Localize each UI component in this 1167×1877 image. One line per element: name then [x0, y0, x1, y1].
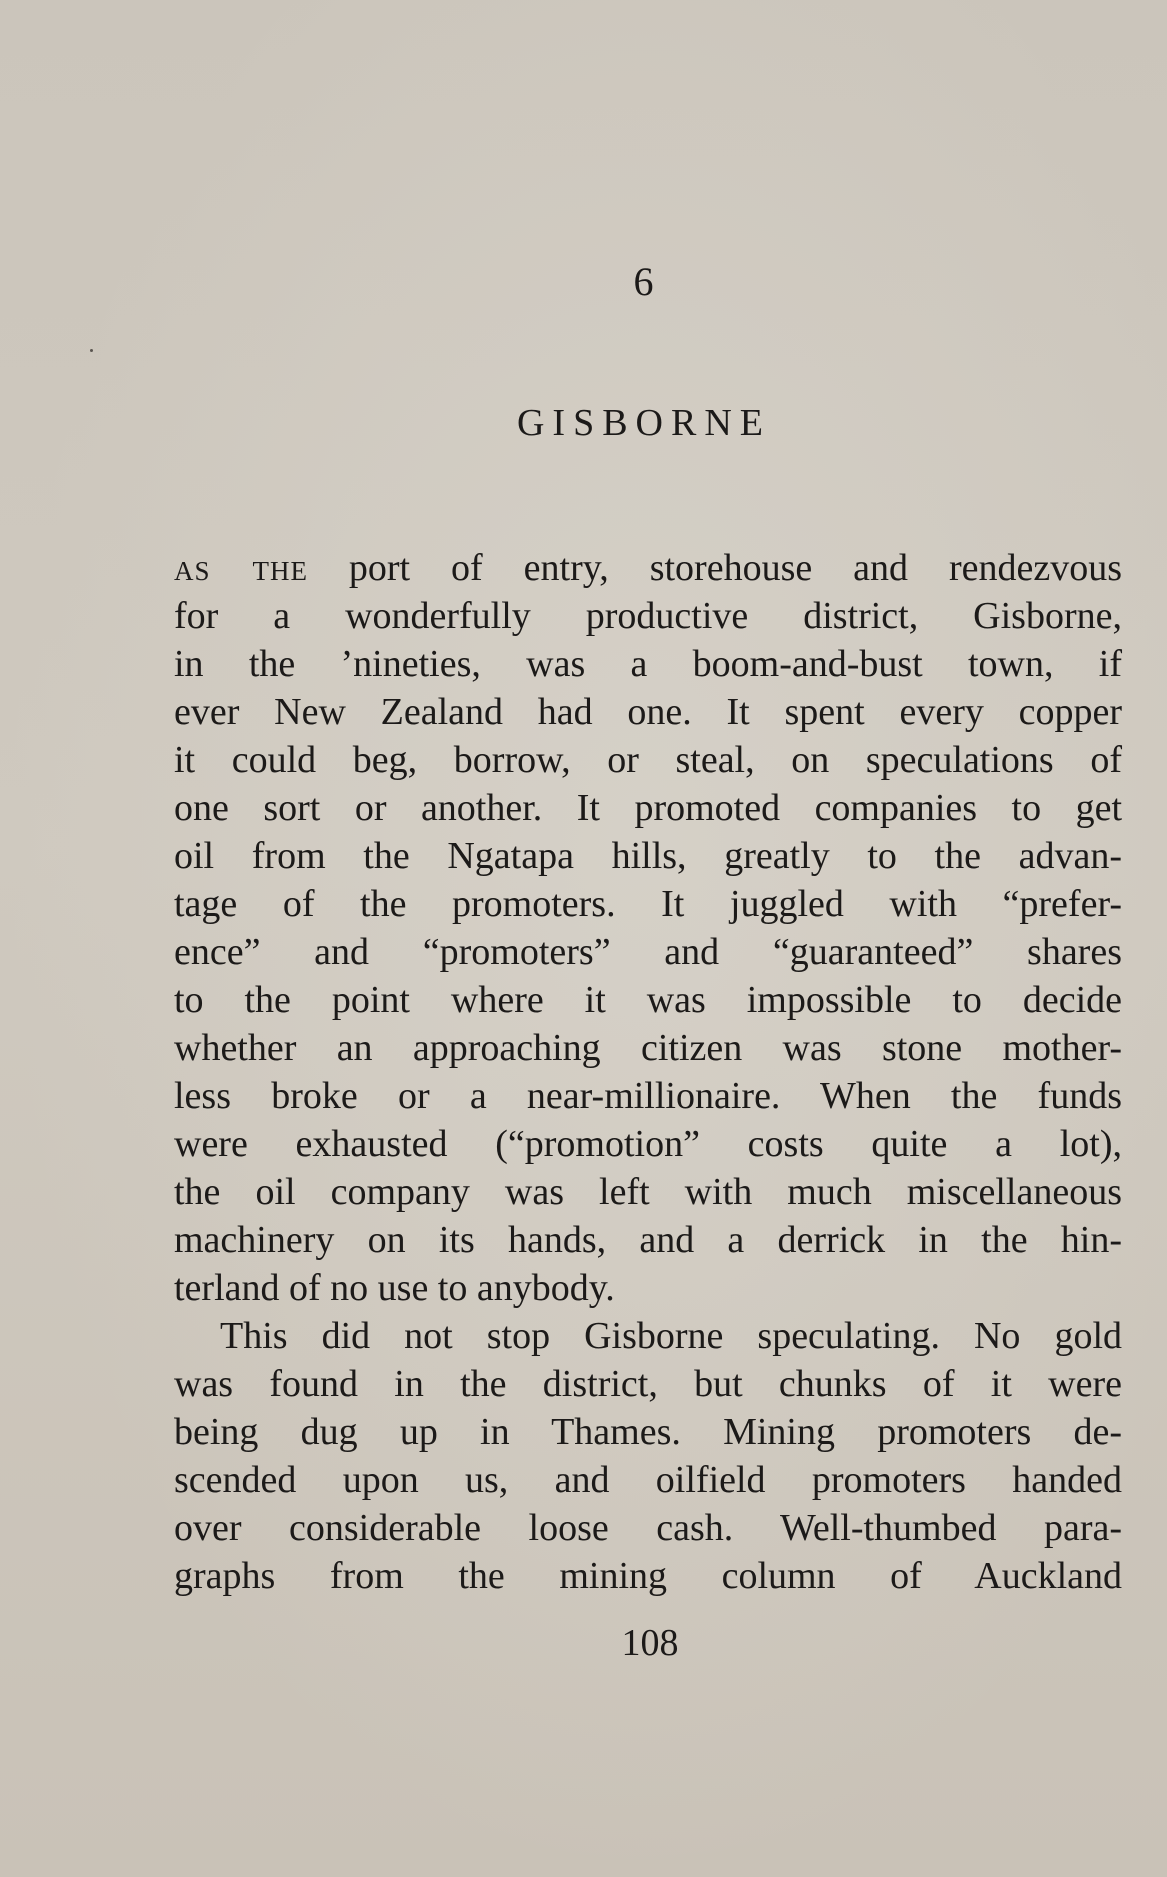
- text-line: graphs from the mining column of Auckland: [174, 1555, 1122, 1597]
- text-line: for a wonderfully productive district, Gisborne,: [174, 595, 1122, 637]
- text-line: to the point where it was impossible to decide: [174, 979, 1122, 1021]
- text-line: machinery on its hands, and a derrick in the hin-: [174, 1219, 1122, 1261]
- body-text: [174, 544, 1122, 1600]
- margin-speck: [90, 349, 93, 352]
- text-line: [174, 544, 1122, 592]
- text-line: oil from the Ngatapa hills, greatly to the advan-: [174, 835, 1122, 877]
- text-line-content: port of entry, storehouse and rendezvous: [307, 547, 1123, 589]
- text-line: tage of the promoters. It juggled with “prefer-: [174, 883, 1122, 925]
- text-line: less broke or a near-millionaire. When the funds: [174, 1075, 1122, 1117]
- text-line: This did not stop Gisborne speculating. No gold: [220, 1315, 1122, 1357]
- page-number: 108: [621, 1622, 679, 1664]
- text-line: was found in the district, but chunks of it were: [174, 1363, 1122, 1405]
- text-line: over considerable loose cash. Well-thumbed para-: [174, 1507, 1122, 1549]
- text-line: terland of no use to anybody.: [174, 1267, 615, 1309]
- text-line: being dug up in Thames. Mining promoters de-: [174, 1411, 1122, 1453]
- text-line: it could beg, borrow, or steal, on speculations of: [174, 739, 1122, 781]
- text-line: one sort or another. It promoted companies to get: [174, 787, 1122, 829]
- text-line: ever New Zealand had one. It spent every copper: [174, 691, 1122, 733]
- text-line: ence” and “promoters” and “guaranteed” shares: [174, 931, 1122, 973]
- text-line: the oil company was left with much miscellaneous: [174, 1171, 1122, 1213]
- text-line: were exhausted (“promotion” costs quite a lot),: [174, 1123, 1122, 1165]
- chapter-title: GISBORNE: [516, 402, 772, 444]
- text-line: whether an approaching citizen was stone mother-: [174, 1027, 1122, 1069]
- chapter-number: 6: [633, 259, 655, 304]
- text-line: in the ’nineties, was a boom-and-bust town, if: [174, 643, 1122, 685]
- text-line: scended upon us, and oilfield promoters handed: [174, 1459, 1122, 1501]
- lead-smallcaps: as the: [174, 547, 308, 589]
